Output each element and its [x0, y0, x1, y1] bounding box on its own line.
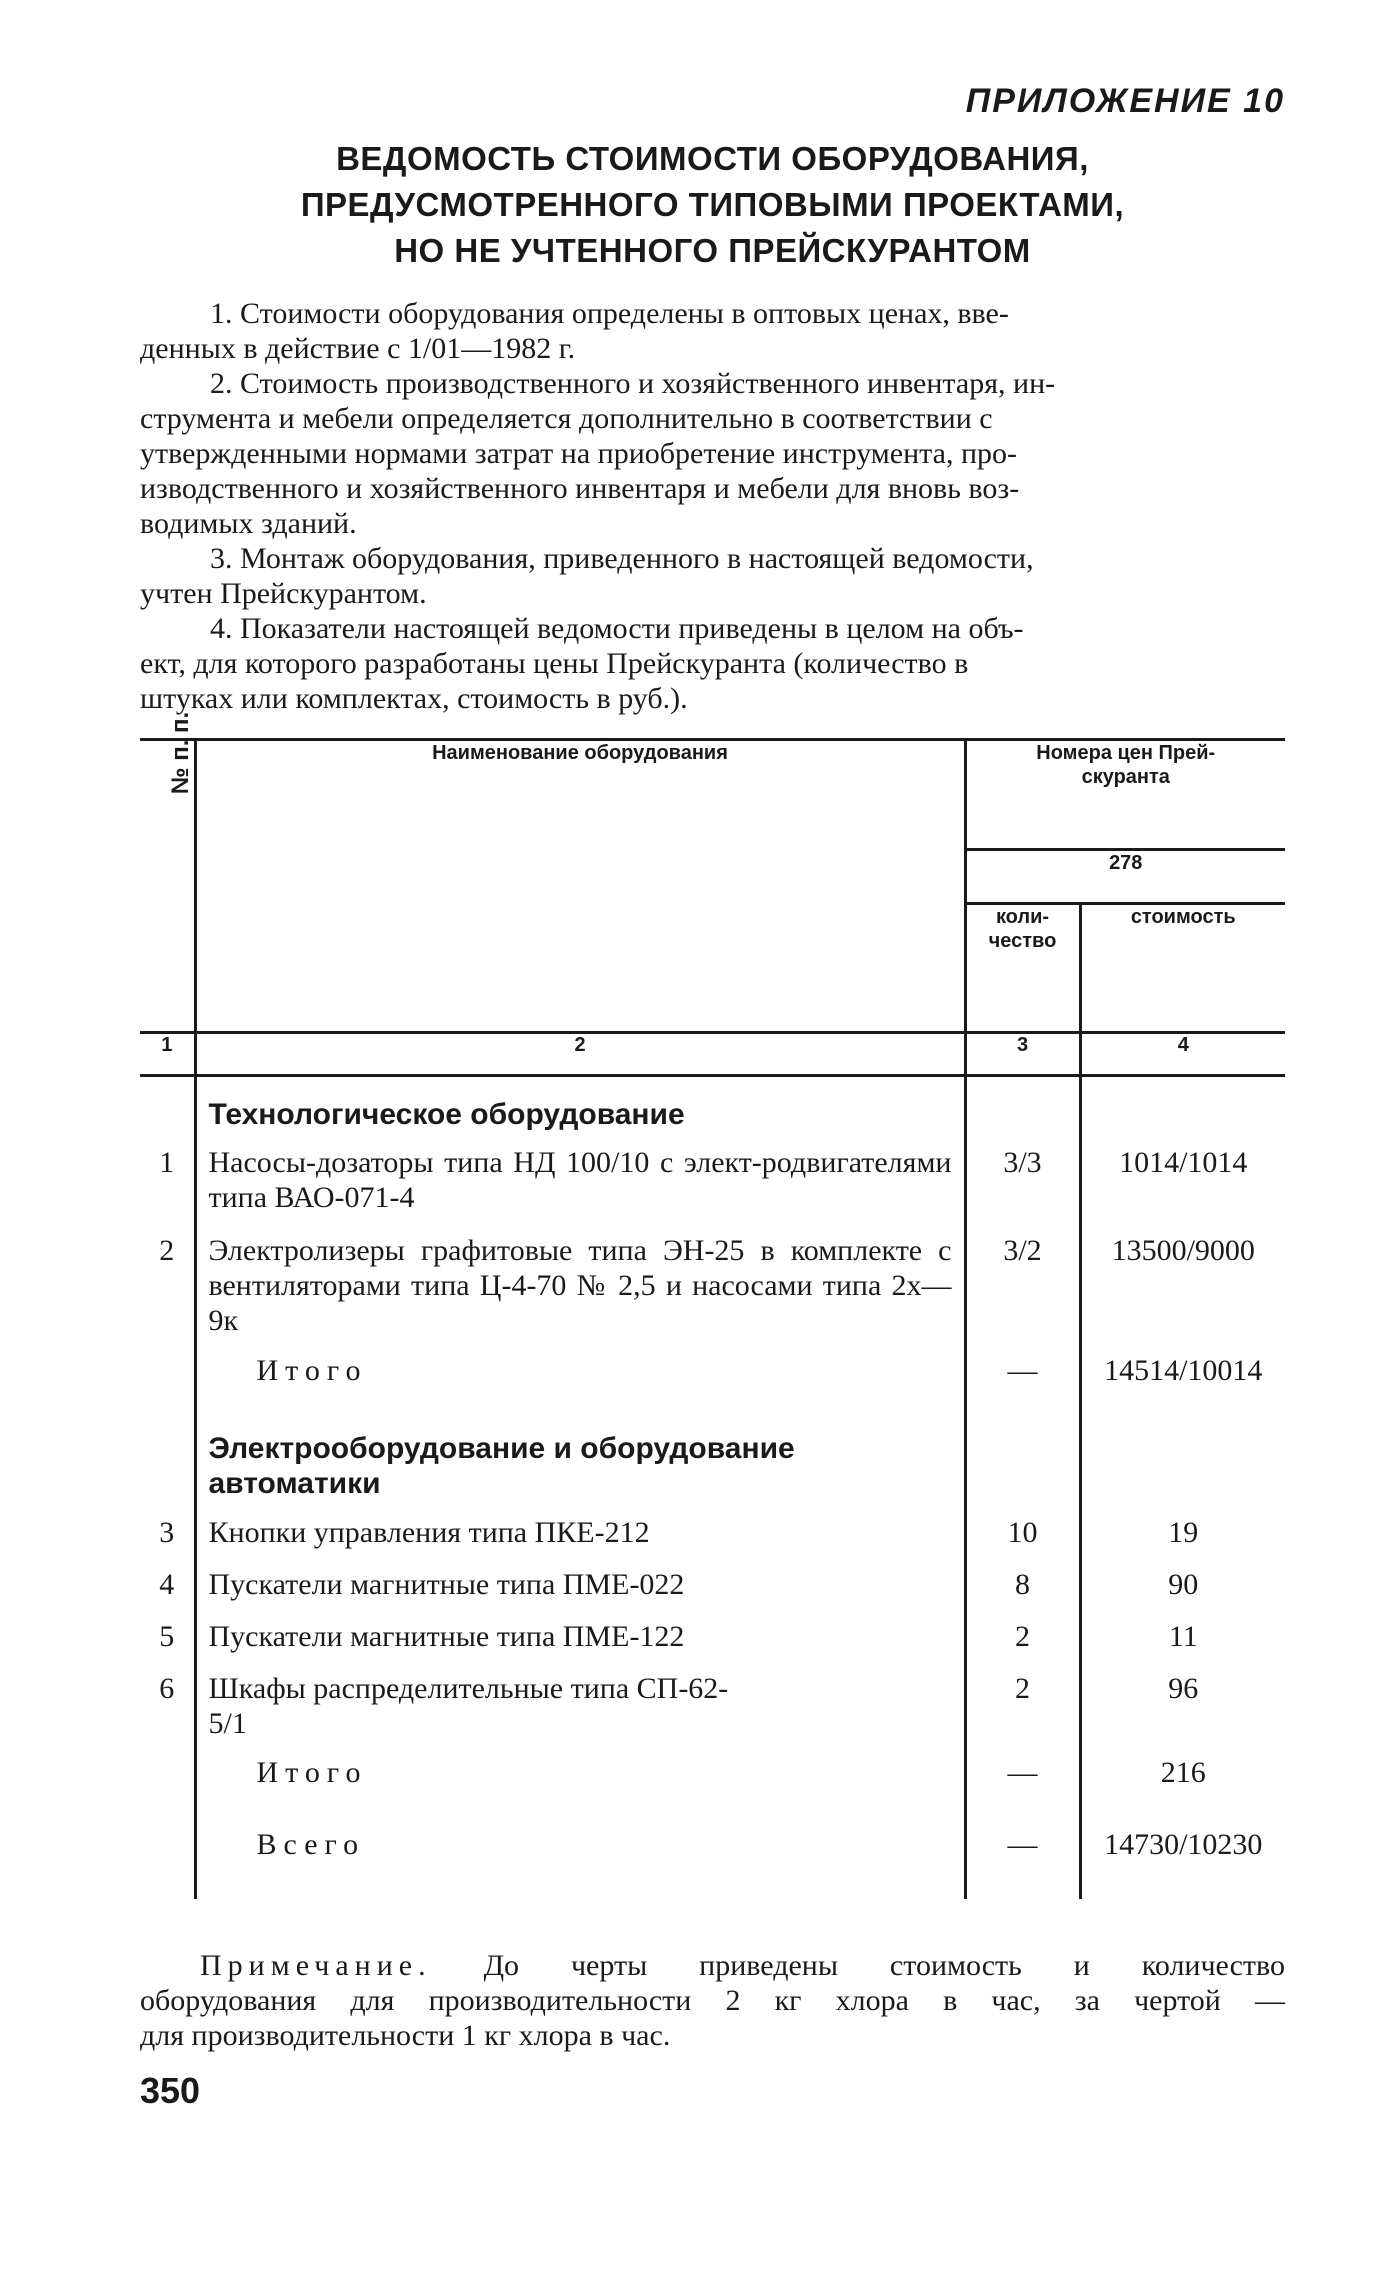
col-number: 3 [965, 1033, 1080, 1076]
note-label: Примечание. [200, 1949, 432, 1982]
text-line: 4. Показатели настоящей ведомости приведены в целом на объ- [210, 612, 1024, 645]
header-num [140, 711, 195, 1033]
section-row [140, 1076, 1285, 1098]
row-cost: 19 [1080, 1515, 1285, 1567]
table-row [140, 1515, 1285, 1567]
row-cost: 1014/1014 [1080, 1145, 1285, 1233]
row-number: 5 [159, 1620, 175, 1653]
row-qty: 2 [965, 1619, 1080, 1671]
total-cost: 14514/10014 [1080, 1353, 1285, 1411]
row-qty: 3/2 [965, 1233, 1080, 1353]
row-qty: 2 [965, 1671, 1080, 1755]
row-cost: 11 [1080, 1619, 1285, 1671]
text-line: струмента и мебели определяется дополнительно в соответствии с [140, 402, 993, 435]
row-cost: 13500/9000 [1080, 1233, 1285, 1353]
total-label: Итого [195, 1353, 965, 1411]
text-line: утвержденными нормами затрат на приобретение инструмента, про- [140, 437, 1017, 470]
col-number: 1 [161, 1034, 173, 1056]
col-number: 4 [1080, 1033, 1285, 1076]
section-title: Электрооборудование и оборудование автоматики [195, 1431, 965, 1515]
row-cost: 96 [1080, 1671, 1285, 1755]
paragraph-4 [140, 611, 1285, 716]
table-row [140, 1567, 1285, 1619]
note-line: для производительности 1 кг хлора в час. [140, 2019, 671, 2052]
row-number: 4 [159, 1568, 175, 1601]
total-row [140, 1755, 1285, 1827]
paragraph-2 [140, 366, 1285, 541]
text-line: водимых зданий. [140, 507, 357, 540]
col-number: 2 [195, 1033, 965, 1076]
grand-total-label: Всего [195, 1827, 965, 1899]
row-number: 3 [159, 1516, 175, 1549]
text-line: 2. Стоимость производственного и хозяйственного инвентаря, ин- [210, 367, 1056, 400]
text-line: штуках или комплектах, стоимость в руб.). [140, 682, 688, 715]
page-number: 350 [140, 2070, 201, 2111]
text-line: 1. Стоимости оборудования определены в оптовых ценах, вве- [210, 297, 1009, 330]
header-num-label: № п. п. [167, 711, 195, 795]
row-cost: 90 [1080, 1567, 1285, 1619]
total-qty: — [965, 1755, 1080, 1827]
title-line: ПРЕДУСМОТРЕННОГО ТИПОВЫМИ ПРОЕКТАМИ, [300, 186, 1125, 223]
row-number: 2 [159, 1234, 175, 1267]
text-line: учтен Прейскурантом. [140, 577, 427, 610]
row-name: Электролизеры графитовые типа ЭН-25 в комплекте с вентиляторами типа Ц-4-70 № 2,5 и насосами типа 2х—9к [195, 1233, 965, 1353]
header-qty: коли-чество [965, 904, 1080, 1033]
row-name-cell [195, 1671, 965, 1755]
text-line: денных в действие с 1/01—1982 г. [140, 332, 576, 365]
header-name: Наименование оборудования [195, 740, 965, 1033]
section-row [140, 1411, 1285, 1431]
table-note [140, 1948, 1285, 2053]
text-line: изводственного и хозяйственного инвентаря и мебели для вновь воз- [140, 472, 1020, 505]
row-name: Кнопки управления типа ПКЕ-212 [195, 1515, 965, 1567]
row-qty: 8 [965, 1567, 1080, 1619]
header-price-no: 278 [965, 849, 1285, 903]
table-row [140, 1671, 1285, 1755]
total-row [140, 1353, 1285, 1411]
appendix-label: ПРИЛОЖЕНИЕ 10 [965, 82, 1285, 120]
row-name: Пускатели магнитные типа ПМЕ-022 [195, 1567, 965, 1619]
row-name: Пускатели магнитные типа ПМЕ-122 [195, 1619, 965, 1671]
document-page [140, 60, 1285, 2240]
note-line: оборудования для производительности 2 кг хлора в час, за чертой — [140, 1984, 1285, 2017]
row-number: 1 [159, 1146, 175, 1179]
document-title [140, 136, 1285, 274]
total-qty: — [965, 1353, 1080, 1411]
text-line: 3. Монтаж оборудования, приведенного в настоящей ведомости, [210, 542, 1034, 575]
section-row [140, 1431, 1285, 1515]
section-title: Технологическое оборудование [195, 1097, 965, 1145]
row-name: Шкафы распределительные типа СП-62-5/1 [208, 1672, 729, 1740]
row-qty: 10 [965, 1515, 1080, 1567]
note-text: До черты приведены стоимость и количество [483, 1949, 1286, 1982]
paragraph-1 [140, 296, 1285, 366]
paragraph-3 [140, 541, 1285, 611]
header-cost: стоимость [1080, 904, 1285, 1033]
section-row [140, 1097, 1285, 1145]
title-line: ВЕДОМОСТЬ СТОИМОСТИ ОБОРУДОВАНИЯ, [336, 140, 1089, 177]
row-qty: 3/3 [965, 1145, 1080, 1233]
equipment-table [140, 711, 1285, 1899]
table-row [140, 1145, 1285, 1233]
table-row [140, 1619, 1285, 1671]
title-line: НО НЕ УЧТЕННОГО ПРЕЙСКУРАНТОМ [394, 232, 1031, 269]
total-label: Итого [195, 1755, 965, 1827]
note-line [140, 1948, 1285, 1983]
grand-total-row [140, 1827, 1285, 1899]
row-name: Насосы-дозаторы типа НД 100/10 с элект-родвигателями типа ВАО-071-4 [195, 1145, 965, 1233]
header-price-numbers: Номера цен Прей-скуранта [965, 740, 1285, 850]
row-number: 6 [159, 1672, 175, 1705]
total-cost: 216 [1080, 1755, 1285, 1827]
text-line: ект, для которого разработаны цены Прейскуранта (количество в [140, 647, 969, 680]
table-row [140, 1233, 1285, 1353]
grand-total-qty: — [965, 1827, 1080, 1899]
grand-total-cost: 14730/10230 [1080, 1827, 1285, 1899]
